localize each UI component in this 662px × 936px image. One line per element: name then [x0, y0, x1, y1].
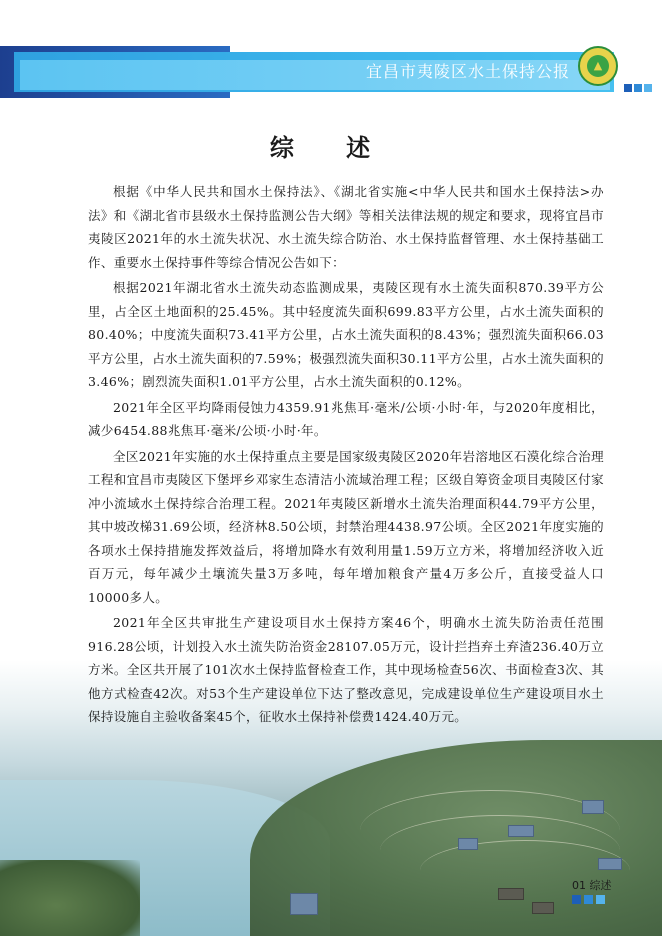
page-number: 01 综述 — [572, 879, 612, 892]
footer-square — [584, 895, 593, 904]
page-title: 综 述 — [269, 134, 393, 162]
building — [508, 825, 534, 837]
building — [582, 800, 604, 814]
building — [498, 888, 524, 900]
summary-body — [88, 180, 604, 729]
report-title: 宜昌市夷陵区水土保持公报 — [365, 62, 570, 81]
paragraph-intro: 根据《中华人民共和国水土保持法》、《湖北省实施<中华人民共和国水土保持法>办法》和《湖北省市县级水土保持监测公告大纲》等相关法律法规的规定和要求，现将宜昌市夷陵区2021年的水土流失状况、水土流失综合防治、水土保持监督管理、水土保持基础工作、重要水土保持事件等综合情况公告如下： — [88, 184, 604, 270]
paragraph-rainfall-erosivity: 2021年全区平均降雨侵蚀力4359.91兆焦耳·毫米/公顷·小时·年，与2020年度相比，减少6454.88兆焦耳·毫米/公顷·小时·年。 — [88, 399, 604, 438]
paragraph-key-projects: 全区2021年实施的水土保持重点主要是国家级夷陵区2020年岩溶地区石漠化综合治理工程和宜昌市夷陵区下堡坪乡邓家生态清洁小流域治理工程；区级自筹资金项目夷陵区付家冲小流域水土保持综合治理工程。2021年夷陵区新增水土流失治理面积44.79平方公里，其中坡改梯31.69公顷，经济林8.50公顷，封禁治理4438.97公顷。全区2021年度实施的各项水土保持措施发挥效益后，将增加降水有效利用量1.59万立方米，将增加经济收入近百万元，每年减少土壤流失量3万多吨，每年增加粮食产量4万多公斤，直接受益人口10000多人。 — [88, 448, 604, 605]
logo-inner — [587, 55, 609, 77]
footer-square — [596, 895, 605, 904]
paragraph-erosion-area: 根据2021年湖北省水土流失动态监测成果，夷陵区现有水土流失面积870.39平方公里，占全区土地面积的25.45%。其中轻度流失面积699.83平方公里，占水土流失面积的80.40%；中度流失面积73.41平方公里，占水土流失面积的8.43%；强烈流失面积66.03平方公里，占水土流失面积的7.59%；极强烈流失面积30.11平方公里，占水土流失面积的3.46%；剧烈流失面积1.01平方公里，占水土流失面积的0.12%。 — [88, 280, 604, 389]
soil-conservation-logo-icon — [578, 46, 618, 86]
building — [458, 838, 478, 850]
tree-canopy — [0, 860, 140, 936]
building — [598, 858, 622, 870]
building — [290, 893, 318, 915]
footer-square — [572, 895, 581, 904]
header-square — [624, 84, 632, 92]
logo-mark-icon: ▲ — [593, 59, 603, 72]
paragraph-supervision: 2021年全区共审批生产建设项目水土保持方案46个，明确水土流失防治责任范围916.28公顷，计划投入水土流失防治资金28107.05万元，设计拦挡弃土弃渣236.40万立方米。全区共开展了101次水土保持监督检查工作，其中现场检查56次、书面检查3次、其他方式检查42次。对53个生产建设单位下达了整改意见，完成建设单位生产建设项目水土保持设施自主验收备案45个，征收水土保持补偿费1424.40万元。 — [88, 615, 604, 724]
header-square — [644, 84, 652, 92]
building — [532, 902, 554, 914]
header-square — [634, 84, 642, 92]
